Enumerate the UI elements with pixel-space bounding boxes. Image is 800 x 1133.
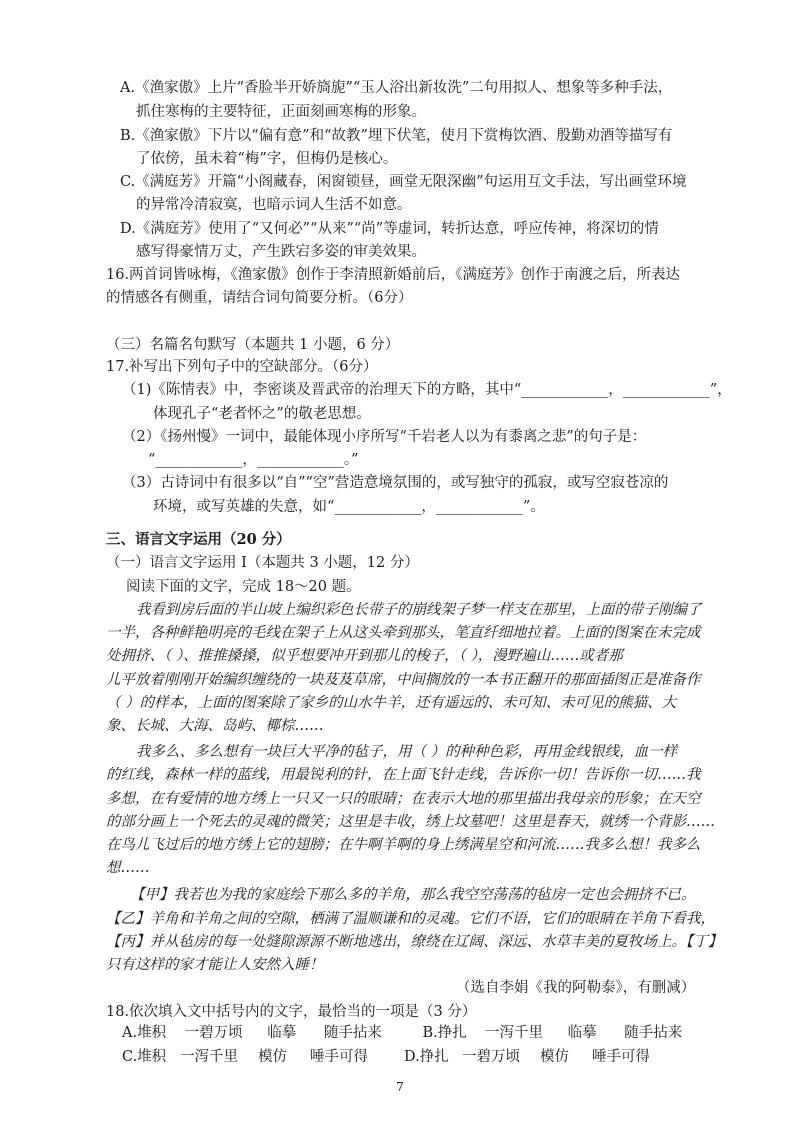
q15-option-a-line1: A.《渔家傲》上片“香脸半开娇旖旎”“玉人浴出新妆洗”二句用拟人、想象等多种手法， <box>120 80 673 97</box>
passage-line: 多想，在有爱情的地方绣上一只又一只的眼睛；在表示大地的那里描出我母亲的形象；在天空 <box>106 790 701 807</box>
q18-option-c-word3: 模仿 <box>258 1049 287 1065</box>
q17-item3-line1: （3）古诗词中有很多以“自”“空”营造意境氛围的，或写独守的孤寂，或写空寂苍凉的 <box>122 475 669 492</box>
passage-line: 我多么、多么想有一块巨大平净的毡子，用（ ）的种种色彩，再用金线银线，血一样 <box>136 744 678 761</box>
q16-line1: 16.两首词皆咏梅，《渔家傲》创作于李清照新婚前后，《满庭芳》创作于南渡之后，所表达 <box>106 267 681 284</box>
q18-option-b-word4: 随手拈来 <box>624 1025 683 1041</box>
q15-option-d-line1: D.《满庭芳》使用了“又何必”“从来”“尚”等虚词，转折达意，呼应传神，将深切的情 <box>120 220 659 237</box>
q18-options-row1 <box>122 1023 782 1043</box>
q18-option-c-word4: 唾手可得 <box>310 1049 368 1065</box>
q18-option-d-word2: 一碧万顷 <box>462 1049 520 1065</box>
passage-line: 的红线，森林一样的蓝线，用最锐利的针，在上面飞针走线，告诉你一切！告诉你一切……我 <box>106 767 701 784</box>
passage-line: 一半，各种鲜艳明亮的毛线在架子上从这头牵到那头，笔直纤细地拉着。上面的图案在未完成 <box>106 625 701 642</box>
q15-option-a-line2: 抓住寒梅的主要特征，正面刻画寒梅的形象。 <box>136 104 426 121</box>
q17-item1-line1: （1)《陈情表》中，李密谈及晋武帝的治理天下的方略，其中“____________，____________”， <box>122 382 732 399</box>
q18-option-a: A.堆积 <box>122 1025 167 1041</box>
q18-option-b-word3: 临摹 <box>567 1025 597 1041</box>
sub1-heading: （一）语言文字运用 Ⅰ（本题共 3 小题，12 分） <box>106 555 419 572</box>
q18-option-b: B.挣扎 <box>422 1025 467 1041</box>
reading-intro: 阅读下面的文字，完成 18～20 题。 <box>126 578 361 595</box>
passage-line: 在鸟儿飞过后的地方绣上它的翅膀；在牛啊羊啊的身上绣满星空和河流……我多么想！我多么 <box>106 837 701 854</box>
q17-item3-line2: 环境，或写英雄的失意，如“____________，____________”。 <box>153 498 545 515</box>
q15-option-c-line2: 的异常冷清寂寞，也暗示词人生活不如意。 <box>136 197 412 214</box>
q17-item2-line1: （2）《扬州慢》一词中，最能体现小序所写“千岩老人以为有黍离之悲”的句子是： <box>122 428 647 445</box>
passage-line: 想…… <box>106 860 150 877</box>
q15-option-d-line2: 感写得豪情万丈，产生跌宕多姿的审美效果。 <box>136 243 426 260</box>
q15-option-c-line1: C.《满庭芳》开篇“小阁藏春，闲窗锁昼，画堂无限深幽”句运用互文手法，写出画堂环境 <box>120 174 687 191</box>
passage-line: 处拥挤、（ ）、推推搡搡，似乎想要冲开到那儿的梭子，（ ），漫野遍山……或者那 <box>106 648 623 665</box>
passage-line: 只有这样的家才能让人安然入睡！ <box>106 957 324 974</box>
passage-line: 【丙】并从毡房的每一处缝隙源源不断地逃出，缭绕在辽阔、深远、水草丰美的夏牧场上。【丁】 <box>106 933 723 950</box>
passage-line: 的部分画上一个死去的灵魂的微笑；这里是丰收，绣上坟墓吧！这里是春天，就绣一个背影…… <box>106 813 715 830</box>
q18-option-b-word2: 一泻千里 <box>485 1025 544 1041</box>
q17-stem: 17.补写出下列句子中的空缺部分。（6分） <box>106 359 378 376</box>
q15-option-b-line1: B.《渔家傲》下片以“偏有意”和“故教”埋下伏笔，使月下赏梅饮酒、殷勤劝酒等描写有 <box>120 127 673 144</box>
q16-line2: 的情感各有侧重，请结合词句简要分析。（6分） <box>106 290 413 307</box>
q18-option-c-word2: 一泻千里 <box>180 1049 238 1065</box>
passage-line: 儿平放着刚刚开始编织缠绕的一块芨芨草席，中间搁放的一本书正翻开的那面插图正是准备作 <box>106 671 701 688</box>
q18-stem: 18.依次填入文中括号内的文字，最恰当的一项是（3 分） <box>106 1003 477 1020</box>
q18-option-a-word2: 一碧万顷 <box>184 1025 243 1041</box>
q18-option-c: C.堆积 <box>122 1049 167 1065</box>
passage-line: 【甲】我若也为我的家庭绘下那么多的羊角，那么我空空荡荡的毡房一定也会拥挤不已。 <box>130 887 696 904</box>
passage-line: （ ）的样本，上面的图案除了家乡的山水牛羊，还有遥远的、未可知、未可见的熊猫、大 <box>106 694 677 711</box>
passage-line: 我看到房后面的半山坡上编织彩色长带子的崩线架子梦一样支在那里，上面的带子刚编了 <box>136 601 702 618</box>
part3-heading: 三、语言文字运用（20 分） <box>106 531 291 549</box>
q18-options-row2 <box>122 1047 782 1067</box>
passage-source: （选自李娟《我的阿勒泰》，有删减） <box>456 980 696 997</box>
q18-option-a-word3: 临摹 <box>267 1025 297 1041</box>
q18-option-a-word4: 随手拈来 <box>323 1025 382 1041</box>
q18-option-d-word3: 模仿 <box>540 1049 569 1065</box>
page-number: 7 <box>396 1080 404 1094</box>
passage-line: 象、长城、大海、岛屿、椰棕…… <box>106 718 324 735</box>
q17-item2-line2: “____________，____________。” <box>148 452 359 469</box>
q18-option-d-word4: 唾手可得 <box>592 1049 650 1065</box>
passage-line: 【乙】羊角和羊角之间的空隙，栖满了温顺谦和的灵魂。它们不语，它们的眼睛在羊角下看我， <box>106 910 715 927</box>
section3-heading: （三）名篇名句默写（本题共 1 小题，6 分） <box>106 336 400 353</box>
q15-option-b-line2: 了依傍，虽未着“梅”字，但梅仍是核心。 <box>136 150 398 167</box>
q17-item1-line2: 体现孔子“老者怀之”的敬老思想。 <box>153 405 371 422</box>
q18-option-d: D.挣扎 <box>404 1049 449 1065</box>
